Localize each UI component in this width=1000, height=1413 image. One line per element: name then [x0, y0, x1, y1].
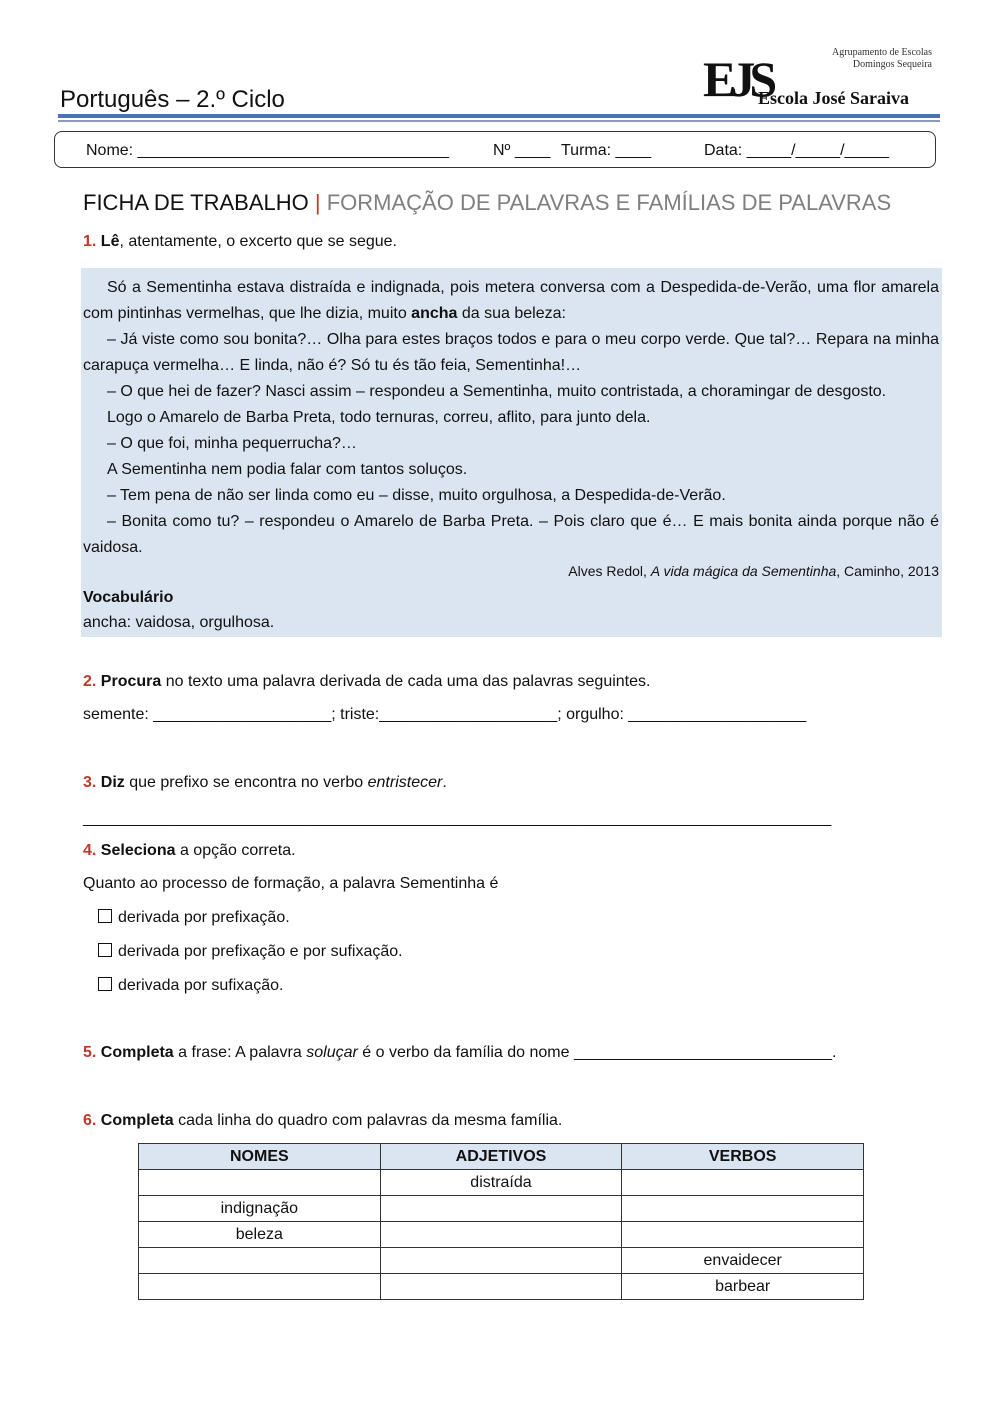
- excerpt-paragraph-3: – O que hei de fazer? Nasci assim – respondeu a Sementinha, muito contristada, a choramingar de desgosto.: [107, 383, 887, 400]
- question-number: 5.: [83, 1044, 97, 1061]
- number-field[interactable]: Nº ____: [493, 142, 551, 159]
- question-6: [83, 1112, 562, 1130]
- table-cell[interactable]: [380, 1196, 622, 1222]
- table-row: [139, 1196, 864, 1222]
- class-field[interactable]: Turma: ____: [561, 142, 652, 159]
- table-cell[interactable]: [380, 1274, 622, 1300]
- title-separator: |: [314, 190, 321, 215]
- table-cell[interactable]: [622, 1222, 864, 1248]
- question-text: que prefixo se encontra no verbo: [124, 774, 368, 791]
- table-header-row: [139, 1144, 864, 1170]
- question-3: [83, 774, 447, 792]
- date-field[interactable]: Data: _____/_____/_____: [704, 142, 890, 159]
- question-1: [83, 233, 397, 251]
- excerpt-paragraph-4: Logo o Amarelo de Barba Preta, todo ternuras, correu, aflito, para junto dela.: [107, 409, 651, 426]
- table-cell: distraída: [380, 1170, 622, 1196]
- question-number: 1.: [83, 233, 97, 250]
- option-1[interactable]: [98, 909, 290, 927]
- checkbox[interactable]: [98, 943, 112, 957]
- table-cell[interactable]: [380, 1248, 622, 1274]
- excerpt-text: da sua beleza:: [457, 305, 566, 322]
- table-cell[interactable]: [622, 1170, 864, 1196]
- vocabulary-title: [83, 585, 939, 611]
- checkbox[interactable]: [98, 909, 112, 923]
- question-2: [83, 673, 650, 691]
- option-label: derivada por prefixação.: [118, 909, 290, 926]
- question-4-stem: Quanto ao processo de formação, a palavra Sementinha é: [83, 875, 499, 892]
- question-verb: Completa: [100, 1044, 174, 1061]
- worksheet-subtitle: FORMAÇÃO DE PALAVRAS E FAMÍLIAS DE PALAVRAS: [326, 190, 892, 215]
- column-header: VERBOS: [622, 1144, 864, 1170]
- school-name: Escola José Saraiva: [758, 88, 909, 108]
- question-text: cada linha do quadro com palavras da mesma família.: [173, 1112, 563, 1129]
- table-cell[interactable]: [139, 1170, 381, 1196]
- excerpt-bold-word: ancha: [411, 305, 458, 322]
- school-group-line2: Domingos Sequeira: [852, 59, 932, 70]
- worksheet-title-main: FICHA DE TRABALHO: [83, 190, 309, 215]
- question-text-end[interactable]: é o verbo da família do nome _____________________________.: [357, 1044, 837, 1061]
- option-3[interactable]: [98, 977, 283, 995]
- question-verb: Lê: [100, 233, 120, 250]
- citation-author: Alves Redol,: [568, 563, 651, 579]
- question-text: no texto uma palavra derivada de cada uma das palavras seguintes.: [161, 673, 651, 690]
- table-cell: envaidecer: [622, 1248, 864, 1274]
- table-row: [139, 1170, 864, 1196]
- worksheet-title: [83, 190, 891, 216]
- table-row: [139, 1248, 864, 1274]
- citation-title: A vida mágica da Sementinha: [650, 563, 837, 579]
- question-verb: Completa: [100, 1112, 174, 1129]
- table-row: [139, 1222, 864, 1248]
- excerpt-citation: [568, 563, 939, 579]
- vocabulary-entry: ancha: vaidosa, orgulhosa.: [83, 614, 275, 631]
- question-verb: Procura: [100, 673, 162, 690]
- excerpt-paragraph-7: – Tem pena de não ser linda como eu – disse, muito orgulhosa, a Despedida-de-Verão.: [107, 487, 726, 504]
- header-rule: [58, 114, 940, 118]
- question-text: a frase: A palavra: [173, 1044, 307, 1061]
- table-cell: beleza: [139, 1222, 381, 1248]
- table-cell[interactable]: [622, 1196, 864, 1222]
- school-logo: EJS: [703, 51, 772, 107]
- table-cell: indignação: [139, 1196, 381, 1222]
- question-number: 4.: [83, 842, 97, 859]
- excerpt-paragraph-5: – O que foi, minha pequerrucha?…: [107, 435, 357, 452]
- table-cell[interactable]: [139, 1274, 381, 1300]
- option-label: derivada por prefixação e por sufixação.: [118, 943, 403, 960]
- question-4: [83, 842, 296, 860]
- excerpt-paragraph-8: – Bonita como tu? – respondeu o Amarelo de Barba Preta. – Pois claro que é… E mais bonita ainda porque não é vaidosa.: [83, 513, 939, 556]
- vocabulary-heading: Vocabulário: [83, 589, 174, 606]
- column-header: ADJETIVOS: [380, 1144, 622, 1170]
- question-number: 3.: [83, 774, 97, 791]
- school-group-line1: Agrupamento de Escolas: [832, 47, 932, 58]
- question-5[interactable]: [83, 1044, 836, 1062]
- question-2-answer-blanks[interactable]: semente: ____________________; triste:____________________; orgulho: ____________________: [83, 706, 807, 723]
- question-text-end: .: [442, 774, 447, 791]
- option-2[interactable]: [98, 943, 403, 961]
- question-text: , atentamente, o excerto que se segue.: [119, 233, 397, 250]
- excerpt-paragraph-6: A Sementinha nem podia falar com tantos soluços.: [107, 461, 468, 478]
- question-verb: Seleciona: [100, 842, 176, 859]
- question-number: 6.: [83, 1112, 97, 1129]
- excerpt-paragraph-1: [83, 275, 939, 327]
- table-cell: barbear: [622, 1274, 864, 1300]
- excerpt-text: Só a Sementinha estava distraída e indignada, pois metera conversa com a Despedida-de-Verão, uma flor amarela com pintinhas vermelhas, que lhe dizia, muito: [83, 279, 939, 322]
- name-field[interactable]: Nome: ___________________________________: [86, 142, 450, 159]
- header-rule-shadow: [58, 120, 940, 122]
- option-label: derivada por sufixação.: [118, 977, 284, 994]
- table-cell[interactable]: [139, 1248, 381, 1274]
- school-group: [832, 47, 932, 71]
- table-cell[interactable]: [380, 1222, 622, 1248]
- column-header: NOMES: [139, 1144, 381, 1170]
- question-text: a opção correta.: [175, 842, 296, 859]
- question-verb: Diz: [100, 774, 125, 791]
- checkbox[interactable]: [98, 977, 112, 991]
- question-number: 2.: [83, 673, 97, 690]
- question-3-answer-line[interactable]: ________________________________________________________________________________________: [83, 810, 831, 827]
- excerpt-paragraph-2: – Já viste como sou bonita?… Olha para estes braços todos e para o meu corpo verde. Que tal?… Repara na minha carapuça vermelha… E linda, não é? Só tu és tão feia, Sementinha!…: [83, 331, 939, 374]
- citation-publisher: , Caminho, 2013: [836, 563, 939, 579]
- table-row: [139, 1274, 864, 1300]
- subject-title: Português – 2.º Ciclo: [60, 86, 285, 113]
- word-family-table: [138, 1143, 864, 1300]
- question-word: entristecer: [367, 774, 443, 791]
- question-word: soluçar: [306, 1044, 358, 1061]
